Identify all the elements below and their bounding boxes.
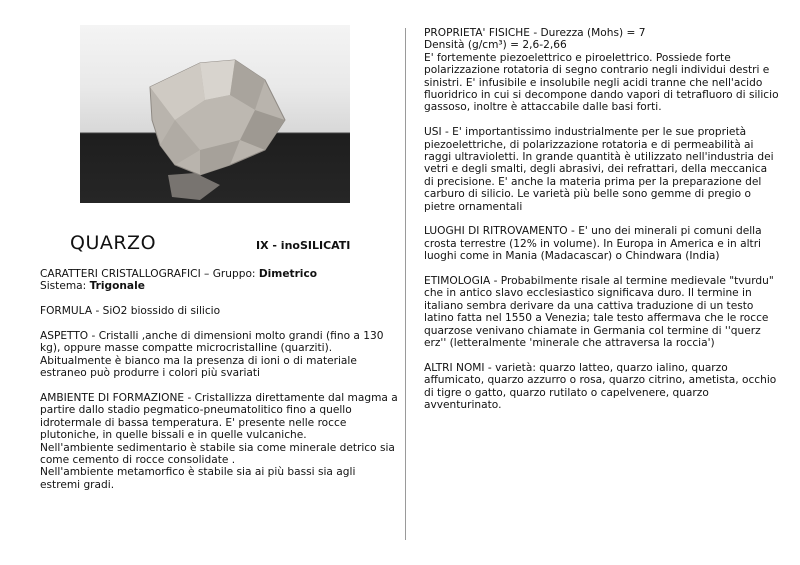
ambiente-metamorfico: Nell'ambiente metamorfico è stabile sia ai più bassi sia agli estremi gradi. <box>40 466 356 491</box>
proprieta-fisiche: PROPRIETA' FISICHE - Durezza (Mohs) = 7 <box>424 27 646 39</box>
mineral-title: QUARZO <box>70 232 157 254</box>
caratteri-cristallografici: CARATTERI CRISTALLOGRAFICI – Gruppo: Dimetrico <box>40 268 318 280</box>
ambiente-formazione: AMBIENTE DI FORMAZIONE - Cristallizza direttamente dal magma a partire dallo stadio pegmatico-pneumatolitico fino a quello idrotermale di bassa temperatura. E' presente nelle rocce plutoniche, in quelle bissali e in quelle vulcaniche. <box>40 392 398 442</box>
proprieta-text: E' fortemente piezoelettrico e piroelettrico. Possiede forte polarizzazione rotatoria di segno contrario negli individui destri e sinistri. E' infusibile e insolubile negli acidi tranne che nell'acido fluoridrico in cui si decompone dando vapori di tetrafluoro di silicio gassoso, inoltre è attaccabile dalle basi forti. <box>424 51 779 114</box>
sistema-value: Trigonale <box>89 280 145 293</box>
luoghi-ritrovamento: LUOGHI DI RITROVAMENTO - E' uno dei minerali pi comuni della crosta terrestre (12% in volume). In Europa in America e in altri luoghi come in Mania (Madacascar) o Chindwara (India) <box>424 225 762 263</box>
aspetto: ASPETTO - Cristalli ,anche di dimensioni molto grandi (fino a 130 kg), oppure masse compatte microcristalline (quarziti). Abitualmente è bianco ma la presenza di ioni o di materiale estraneo può produrre i colori più svariati <box>40 330 384 380</box>
right-column <box>424 27 780 412</box>
usi: USI - E' importantissimo industrialmente per le sue proprietà piezoelettriche, di polarizzazione rotatoria e di permeabilità ai raggi ultravioletti. In grande quantità è utilizzato nell'industria dei vetri e degli smalti, degli abrasivi, dei refrattari, della meccanica di precisione. E' anche la materia prima per la preparazione del carburo di silicio. Le varietà più belle sono gemme di pregio o pietre ornamentali <box>424 126 774 213</box>
gruppo-value: Dimetrico <box>258 268 318 280</box>
column-divider <box>405 28 406 540</box>
left-column <box>40 268 398 491</box>
densita: Densità (g/cm³) = 2,6-2,66 <box>424 39 567 52</box>
ambiente-sedimentario: Nell'ambiente sedimentario è stabile sia come minerale detrico sia come cemento di rocce consolidate . <box>40 441 395 467</box>
altri-nomi: ALTRI NOMI - varietà: quarzo latteo, quarzo ialino, quarzo affumicato, quarzo azzurro o rosa, quarzo citrino, ametista, occhio di tigre o gatto, quarzo rutilato o capelvenere, quarzo avventurinato. <box>424 361 777 412</box>
formula: FORMULA - SiO2 biossido di silicio <box>40 305 221 318</box>
mineral-class: IX - inoSILICATI <box>256 239 351 252</box>
quartz-crystal-icon <box>80 25 350 203</box>
etimologia: ETIMOLOGIA - Probabilmente risale al termine medievale "tvurdu" che in antico slavo ecclesiastico significava duro. Il termine in italiano sembra derivare da una cattiva traduzione di un testo latino fatta nel 1550 a Venezia; tale testo affermava che le rocce quarzose venivano chiamate in Germania col termine di ''querz erz'' (letteralmente 'minerale che attraversa la roccia') <box>424 275 774 350</box>
quartz-photo <box>80 25 350 203</box>
sistema: Sistema: Trigonale <box>40 280 145 293</box>
